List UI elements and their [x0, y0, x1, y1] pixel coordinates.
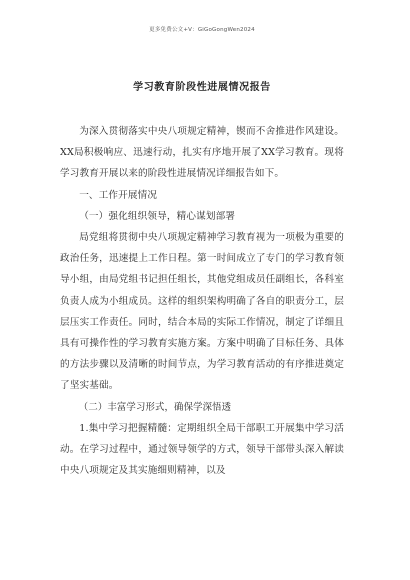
header-note: 更多免费公文+V：GiGoGongWen2024 — [149, 27, 255, 33]
section-heading-1: 一、工作开展情况 — [79, 189, 158, 201]
document-title: 学习教育阶段性进展情况报告 — [133, 82, 271, 93]
point-paragraph-1: 1.集中学习把握精髓：定期组织全局干部职工开展集中学习活动。在学习过程中，通过领导领学的方式，领导干部带头深入解读中央八项规定及其实施细则精神，以及 — [60, 422, 344, 477]
subsection-heading-1: （一）强化组织领导，精心谋划部署 — [79, 210, 236, 222]
document-body — [60, 121, 344, 481]
body-paragraph-1: 局党组将贯彻中央八项规定精神学习教育视为一项极为重要的政治任务，迅速提上工作日程。第一时间成立了专门的学习教育领导小组，由局党组书记担任组长，其他党组成员任副组长，各科室负责人成为小组成员。这样的组织架构明确了各自的职责分工，层层压实工作责任。同时，结合本局的实际工作情况，制定了详细且具有可操作性的学习教育实施方案。方案中明确了目标任务、具体的方法步骤以及清晰的时间节点，为学习教育活动的有序推进奠定了坚实基础。 — [60, 232, 344, 392]
subsection-heading-2: （二）丰富学习形式，确保学深悟透 — [78, 401, 232, 413]
intro-paragraph: 为深入贯彻落实中央八项规定精神，锲而不舍推进作风建设。XX局积极响应、迅速行动，扎实有序地开展了XX学习教育。现将学习教育开展以来的阶段性进展情况详细报告如下。 — [60, 126, 344, 180]
